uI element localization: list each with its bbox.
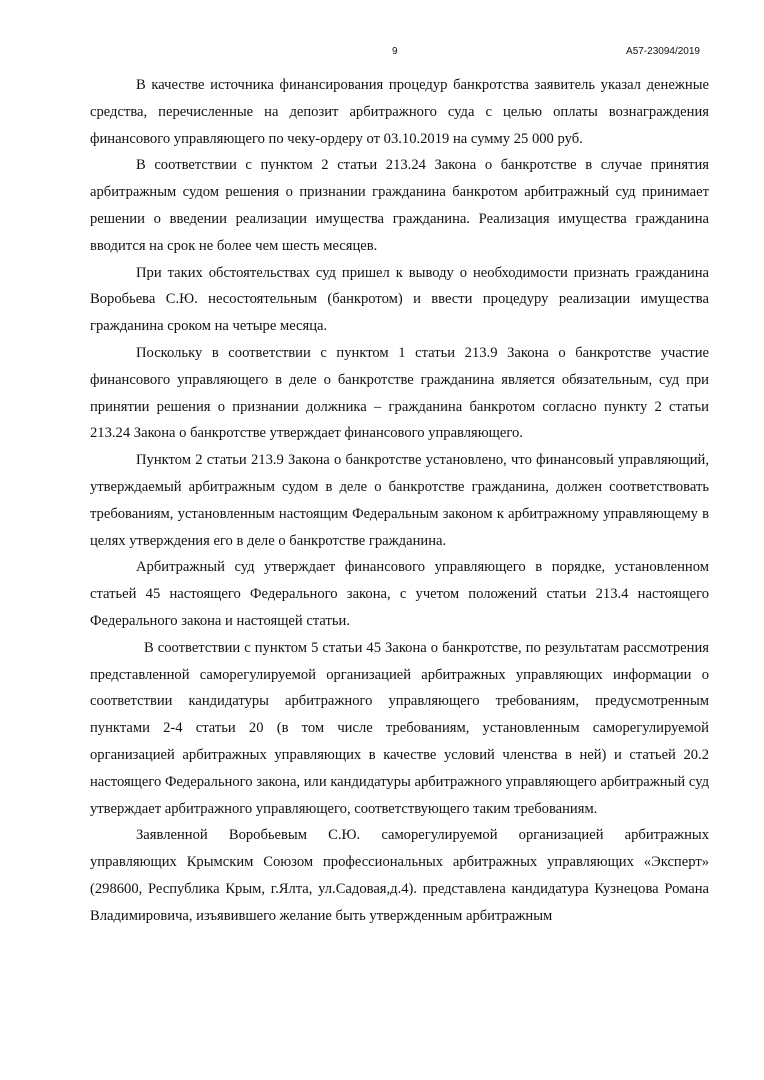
paragraph-article-45-p5: В соответствии с пунктом 5 статьи 45 Закона о банкротстве, по результатам рассмотрения представленной саморегулируемой организацией арбитражных управляющих информации о соответствии кандидатуры арбитражного управляющего требованиям, предусмотренным пунктами 2-4 статьи 20 (в том числе требованиям, установленным саморегулируемой организацией арбитражных управляющих в качестве условий членства в ней) и статьей 20.2 настоящего Федерального закона, или кандидатуры арбитражного управляющего арбитражный суд утверждает арбитражного управляющего, соответствующего таким требованиям.	[90, 639, 709, 817]
paragraph-article-45: Арбитражный суд утверждает финансового управляющего в порядке, установленном статьей 45 настоящего Федерального закона, с учетом положений статьи 213.4 настоящего Федерального закона и настоящей статьи.	[90, 559, 709, 629]
paragraph-financing-source: В качестве источника финансирования процедур банкротства заявитель указал денежные средства, перечисленные на депозит арбитражного суда с целью оплаты вознаграждения финансового управляющего по чеку-ордеру от 03.10.2019 на сумму 25 000 руб.	[90, 77, 709, 147]
paragraph-court-conclusion: При таких обстоятельствах суд пришел к выводу о необходимости признать гражданина Воробьева С.Ю. несостоятельным (банкротом) и ввести процедуру реализации имущества гражданина сроком на четыре месяца.	[90, 264, 709, 335]
paragraph-article-213-9-p2: Пунктом 2 статьи 213.9 Закона о банкротстве установлено, что финансовый управляющий, утверждаемый арбитражным судом в деле о банкротстве гражданина, должен соответствовать требованиям, установленным настоящим Федеральным законом к арбитражному управляющему в целях утверждения его в деле о банкротстве гражданина.	[90, 452, 709, 549]
paragraph-article-213-24: В соответствии с пунктом 2 статьи 213.24 Закона о банкротстве в случае принятия арбитражным судом решения о признании гражданина банкротом арбитражный суд принимает решении о введении реализации имущества гражданина. Реализация имущества гражданина вводится на срок не более чем шесть месяцев.	[90, 157, 709, 254]
paragraph-article-213-9-p1: Поскольку в соответствии с пунктом 1 статьи 213.9 Закона о банкротстве участие финансового управляющего в деле о банкротстве гражданина является обязательным, суд при принятии решения о признании должника – гражданина банкротом согласно пункту 2 статьи 213.24 Закона о банкротстве утверждает финансового управляющего.	[90, 344, 709, 442]
paragraph-sro-candidate: Заявленной Воробьевым С.Ю. саморегулируемой организацией арбитражных управляющих Крымским Союзом профессиональных арбитражных управляющих «Эксперт» (298600, Республика Крым, г.Ялта, ул.Садовая,д.4). представлена кандидатура Кузнецова Романа Владимировича, изъявившего желание быть утвержденным арбитражным	[90, 827, 709, 924]
document-body	[90, 72, 709, 930]
page-number: 9	[392, 46, 398, 57]
case-number: А57-23094/2019	[626, 46, 700, 57]
